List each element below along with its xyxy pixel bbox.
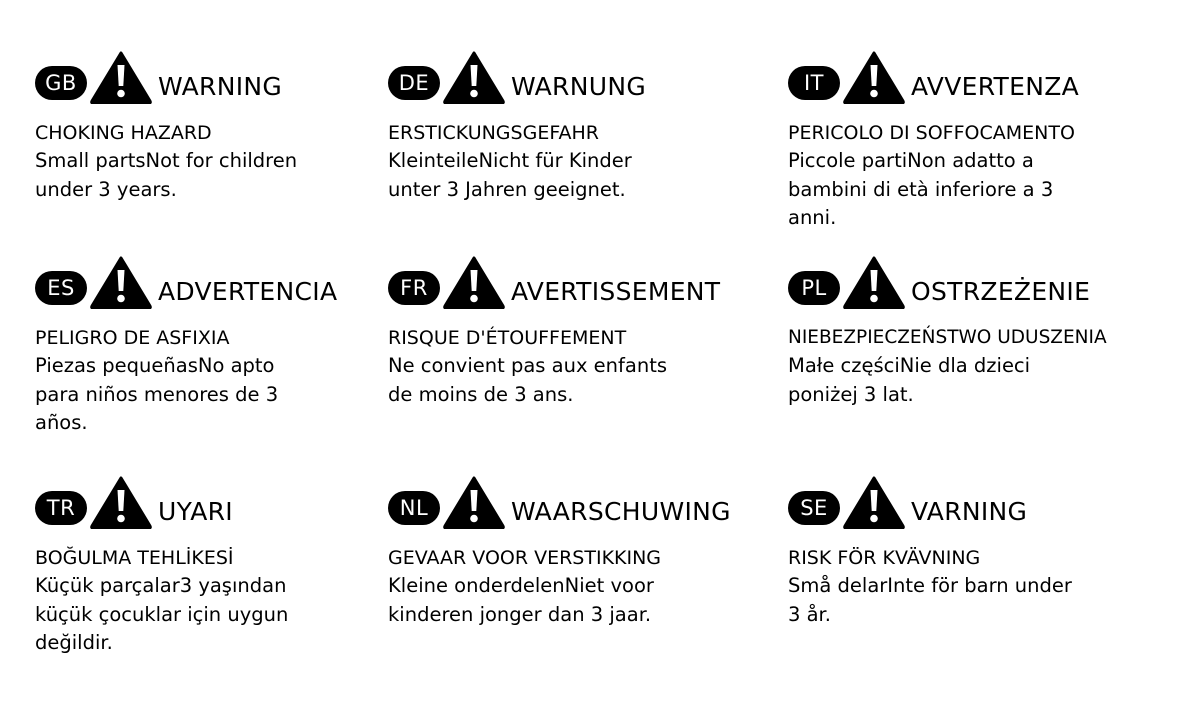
country-badge: TR [35, 491, 87, 525]
country-badge: SE [788, 491, 840, 525]
country-badge: DE [388, 66, 440, 100]
warning-triangle-icon [89, 50, 153, 104]
country-badge: GB [35, 66, 87, 100]
warning-header [35, 475, 405, 529]
hazard-heading: RISK FÖR KVÄVNING [788, 547, 981, 569]
warning-header [35, 50, 405, 104]
warning-header [388, 50, 758, 104]
warning-triangle-icon [842, 50, 906, 104]
country-badge: ES [35, 271, 87, 305]
warning-description: Piezas pequeñasNo apto para niños menores de 3 años. [35, 354, 279, 434]
warning-triangle-icon [442, 475, 506, 529]
warning-title: VARNING [911, 497, 1028, 526]
warning-header [788, 255, 1158, 309]
warning-title: AVVERTENZA [911, 72, 1080, 101]
hazard-heading: CHOKING HAZARD [35, 122, 212, 144]
warning-title: WARNING [158, 72, 283, 101]
warning-triangle-icon [442, 255, 506, 309]
country-badge: FR [388, 271, 440, 305]
country-badge: PL [788, 271, 840, 305]
hazard-heading: GEVAAR VOOR VERSTIKKING [388, 547, 662, 569]
warning-description: Małe częściNie dla dzieci poniżej 3 lat. [788, 354, 1031, 406]
warning-header [35, 255, 405, 309]
hazard-heading: NIEBEZPIECZEŃSTWO UDUSZENIA [788, 327, 1107, 348]
warning-title: ADVERTENCIA [158, 277, 338, 306]
hazard-heading: BOĞULMA TEHLİKESİ [35, 547, 234, 569]
warning-description: Küçük parçalar3 yaşından küçük çocuklar için uygun değildir. [35, 574, 289, 654]
warning-title: WARNUNG [511, 72, 646, 101]
warning-title: WAARSCHUWING [511, 497, 731, 526]
warning-triangle-icon [842, 255, 906, 309]
warning-description: Piccole partiNon adatto a bambini di età inferiore a 3 anni. [788, 149, 1054, 229]
hazard-heading: ERSTICKUNGSGEFAHR [388, 122, 599, 144]
warning-title: UYARI [158, 497, 233, 526]
country-badge: NL [388, 491, 440, 525]
warning-header [388, 255, 758, 309]
warning-title: OSTRZEŻENIE [911, 277, 1091, 306]
warning-triangle-icon [442, 50, 506, 104]
warning-description: Små delarInte för barn under 3 år. [788, 574, 1072, 626]
warning-header [388, 475, 758, 529]
warning-triangle-icon [89, 475, 153, 529]
warning-header [788, 50, 1158, 104]
warning-triangle-icon [842, 475, 906, 529]
hazard-heading: PELIGRO DE ASFIXIA [35, 327, 230, 349]
warning-description: Small partsNot for children under 3 years. [35, 149, 298, 201]
warning-header [788, 475, 1158, 529]
country-badge: IT [788, 66, 840, 100]
warning-triangle-icon [89, 255, 153, 309]
warning-description: KleinteileNicht für Kinder unter 3 Jahren geeignet. [388, 149, 632, 201]
warning-description: Ne convient pas aux enfants de moins de 3 ans. [388, 354, 668, 406]
hazard-heading: PERICOLO DI SOFFOCAMENTO [788, 122, 1075, 144]
warning-title: AVERTISSEMENT [511, 277, 721, 306]
warning-description: Kleine onderdelenNiet voor kinderen jonger dan 3 jaar. [388, 574, 654, 626]
hazard-heading: RISQUE D'ÉTOUFFEMENT [388, 327, 627, 349]
